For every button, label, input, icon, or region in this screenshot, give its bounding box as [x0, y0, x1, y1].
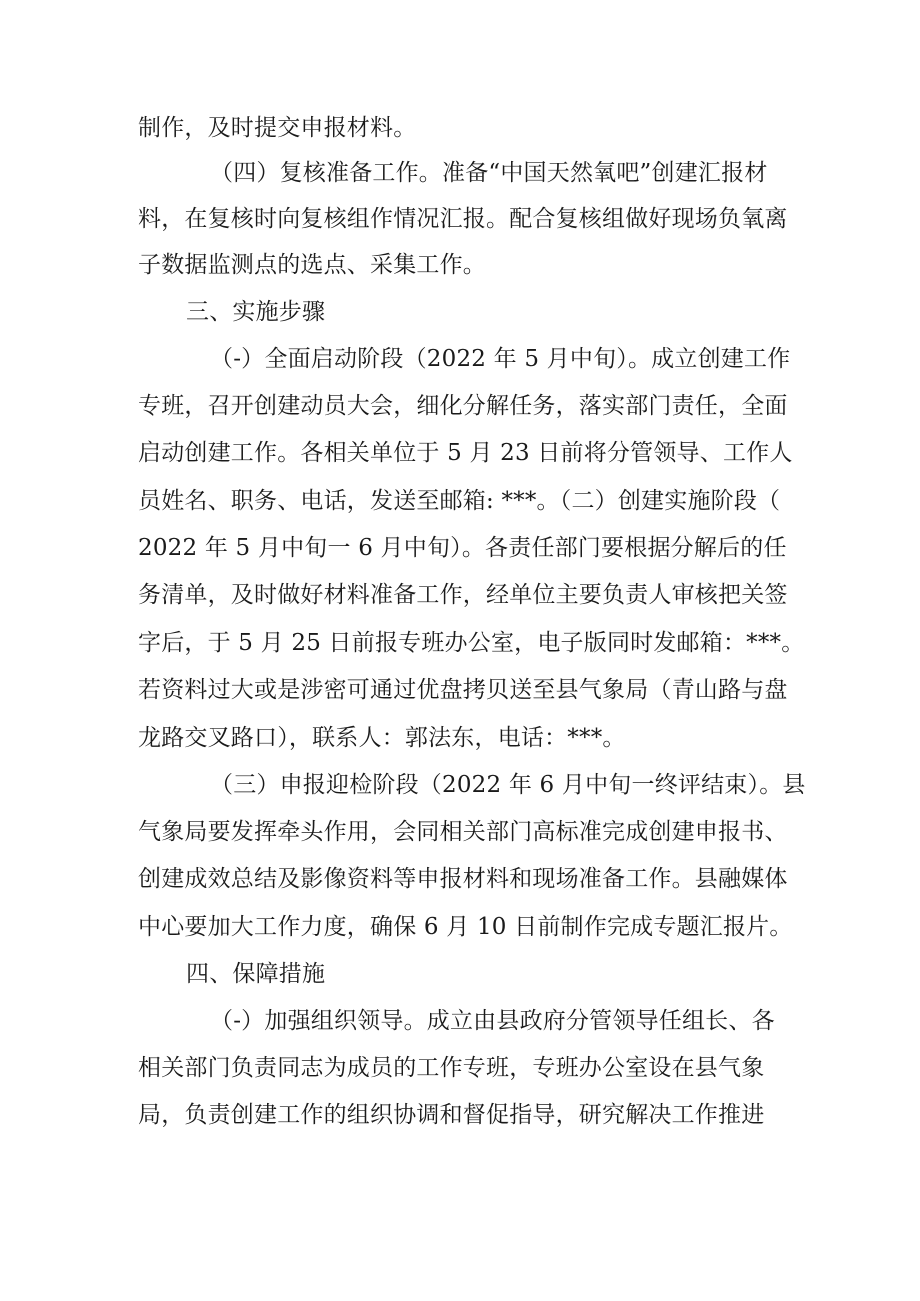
section-heading: 三、实施步骤 — [186, 299, 326, 325]
text-line: 中心要加大工作力度，确保 6 月 10 日前制作完成专题汇报片。 — [138, 914, 793, 940]
text-line: （-）全面启动阶段（2022 年 5 月中旬）。成立创建工作 — [210, 346, 791, 372]
text-line: 局，负责创建工作的组织协调和督促指导，研究解决工作推进 — [138, 1102, 765, 1128]
text-line: 制作，及时提交申报材料。 — [138, 115, 417, 141]
text-line: 务清单，及时做好材料准备工作，经单位主要负责人审核把关签 — [138, 582, 788, 608]
text-line: 启动创建工作。各相关单位于 5 月 23 日前将分管领导、工作人 — [138, 440, 793, 466]
section-heading: 四、保障措施 — [186, 961, 326, 987]
text-line: （-）加强组织领导。成立由县政府分管领导任组长、各 — [210, 1008, 775, 1034]
text-line: 气象局要发挥牵头作用，会同相关部门高标准完成创建申报书、 — [138, 819, 788, 845]
text-line: 字后，于 5 月 25 日前报专班办公室，电子版同时发邮箱：***。 — [138, 630, 805, 656]
text-line: 2022 年 5 月中旬一 6 月中旬）。各责任部门要根据分解后的任 — [138, 535, 787, 561]
text-line: 子数据监测点的选点、采集工作。 — [138, 252, 486, 278]
text-line: 员姓名、职务、电话，发送至邮箱: ***。（二）创建实施阶段（ — [138, 488, 781, 514]
text-line: 若资料过大或是涉密可通过优盘拷贝送至县气象局（青山路与盘 — [138, 677, 788, 703]
text-line: 相关部门负责同志为成员的工作专班，专班办公室设在县气象 — [138, 1055, 765, 1081]
text-line: （四）复核准备工作。准备“中国天然氧吧”创建汇报材 — [210, 160, 768, 186]
text-line: （三）申报迎检阶段（2022 年 6 月中旬一终评结束）。县 — [210, 772, 806, 798]
text-line: 创建成效总结及影像资料等申报材料和现场准备工作。县融媒体 — [138, 866, 788, 892]
text-line: 料，在复核时向复核组作情况汇报。配合复核组做好现场负氧离 — [138, 206, 788, 232]
text-line: 专班，召开创建动员大会，细化分解任务，落实部门责任，全面 — [138, 393, 788, 419]
text-line: 龙路交叉路口），联系人：郭法东，电话：***。 — [138, 725, 626, 751]
